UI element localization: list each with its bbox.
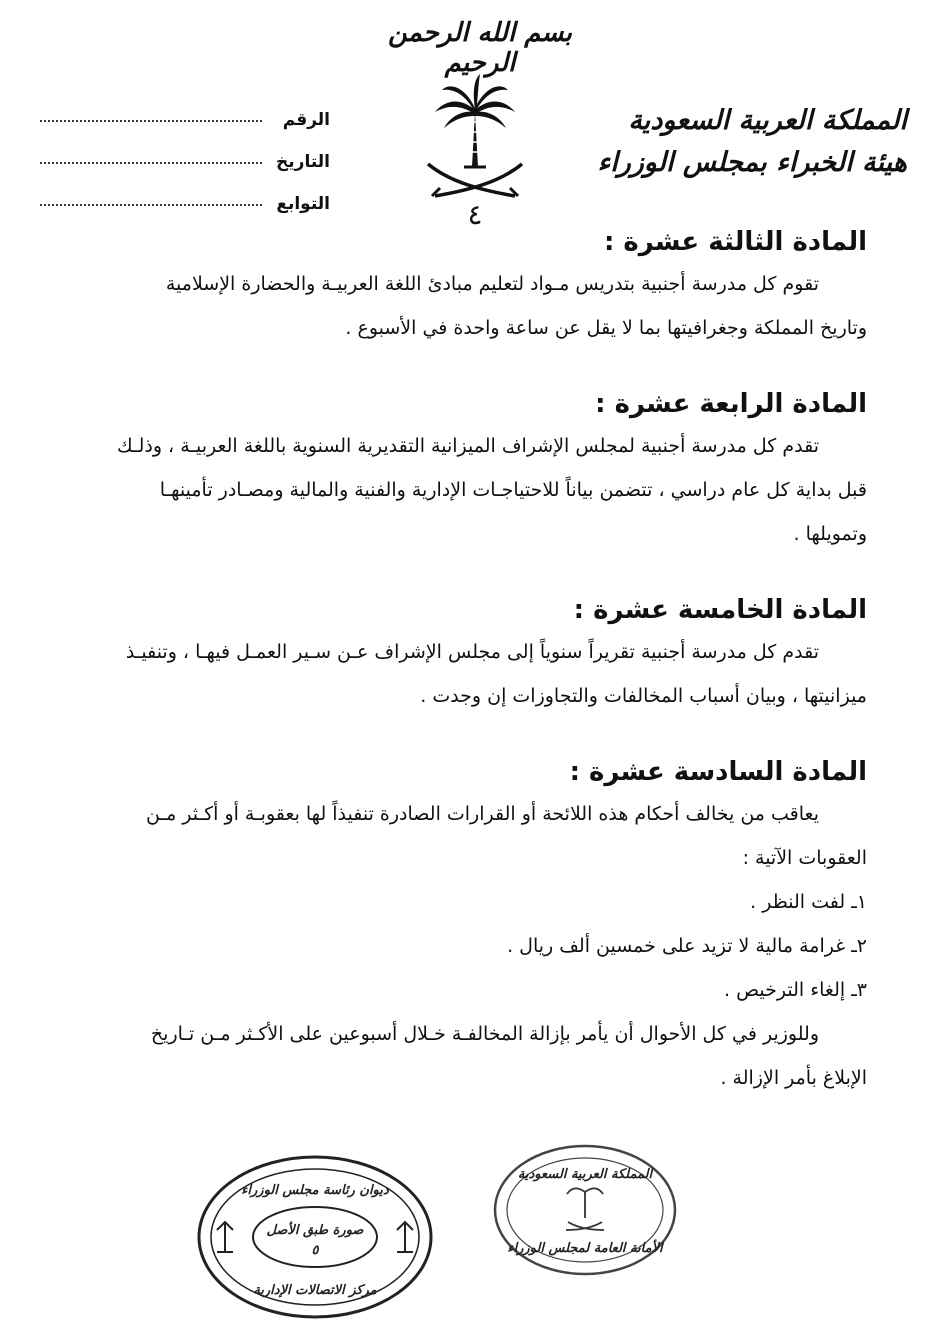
article-line: وتمويلها . [793,523,867,545]
article-line: تقدم كل مدرسة أجنبية تقريراً سنوياً إلى مجلس الإشراف عـن سـير العمـل فيهـا ، وتنفيـذ [125,641,819,663]
stamp-right-top: المملكة العربية السعودية [517,1167,653,1182]
article-title: المادة الرابعة عشرة : [595,389,867,419]
field-label: الرقم [282,110,330,130]
article-13 [62,222,867,350]
saudi-emblem-palm-swords-icon [420,72,530,202]
stamp-left-middle: صورة طبق الأصل [266,1223,364,1238]
basmala: بسم الله الرحمن الرحيم [388,18,572,78]
article-line: الإبلاغ بأمر الإزالة . [720,1067,867,1089]
article-line: يعاقب من يخالف أحكام هذه اللائحة أو القرارات الصادرة تنفيذاً لها بعقوبـة أو أكـثر مـن [146,803,819,825]
field-label: التاريخ [276,152,330,172]
field-attachments [40,172,330,214]
stamp-left-top: ديوان رئاسة مجلس الوزراء [241,1183,389,1198]
article-title: المادة الخامسة عشرة : [573,595,867,625]
field-blank-line [40,120,262,122]
stamp-palm-swords-icon [566,1188,604,1230]
article-line: ميزانيتها ، وبيان أسباب المخالفات والتجاوزات إن وجدت . [420,685,867,707]
field-blank-line [40,204,262,206]
authority-country: المملكة العربية السعودية [628,105,907,136]
stamp-left-number: ٥ [311,1243,319,1258]
authority-agency: هيئة الخبراء بمجلس الوزراء [597,147,907,178]
field-date [40,130,330,172]
article-16 [62,752,867,1100]
article-line: تقوم كل مدرسة أجنبية بتدريس مـواد لتعليم مبادئ اللغة العربيـة والحضارة الإسلامية [165,273,819,295]
article-line: وتاريخ المملكة وجغرافيتها بما لا يقل عن ساعة واحدة في الأسبوع . [345,317,867,339]
article-line: العقوبات الآتية : [742,847,867,869]
issuing-authority [597,100,907,184]
general-secretariat-stamp [490,1140,680,1280]
article-14 [62,384,867,556]
article-line: قبل بداية كل عام دراسي ، تتضمن بياناً للاحتياجـات الإدارية والفنية والمالية ومصـادر تأمينهـا [159,479,867,501]
page-number: ٤ [467,198,483,231]
article-15 [62,590,867,718]
penalty-item: ٣ـ إلغاء الترخيص . [724,979,867,1001]
stamp-left-bottom: مركز الاتصالات الإدارية [253,1283,377,1298]
field-number [40,88,330,130]
penalty-item: ٢ـ غرامة مالية لا تزيد على خمسين ألف ريال . [507,935,867,957]
cabinet-office-stamp [195,1152,435,1322]
article-line: وللوزير في كل الأحوال أن يأمر بإزالة المخالفـة خـلال أسبوعين على الأكـثر مـن تـاريخ [150,1023,819,1045]
stamp-right-bottom: الأمانة العامة لمجلس الوزراء [507,1241,663,1256]
document-body [62,222,867,1100]
article-line: تقدم كل مدرسة أجنبية لمجلس الإشراف الميزانية التقديرية السنوية باللغة العربيـة ، وذلـك [117,435,819,457]
reference-fields [40,88,330,214]
article-title: المادة الثالثة عشرة : [603,227,867,257]
article-title: المادة السادسة عشرة : [569,757,867,787]
penalty-item: ١ـ لفت النظر . [750,891,867,913]
field-blank-line [40,162,262,164]
field-label: التوابع [276,194,330,214]
